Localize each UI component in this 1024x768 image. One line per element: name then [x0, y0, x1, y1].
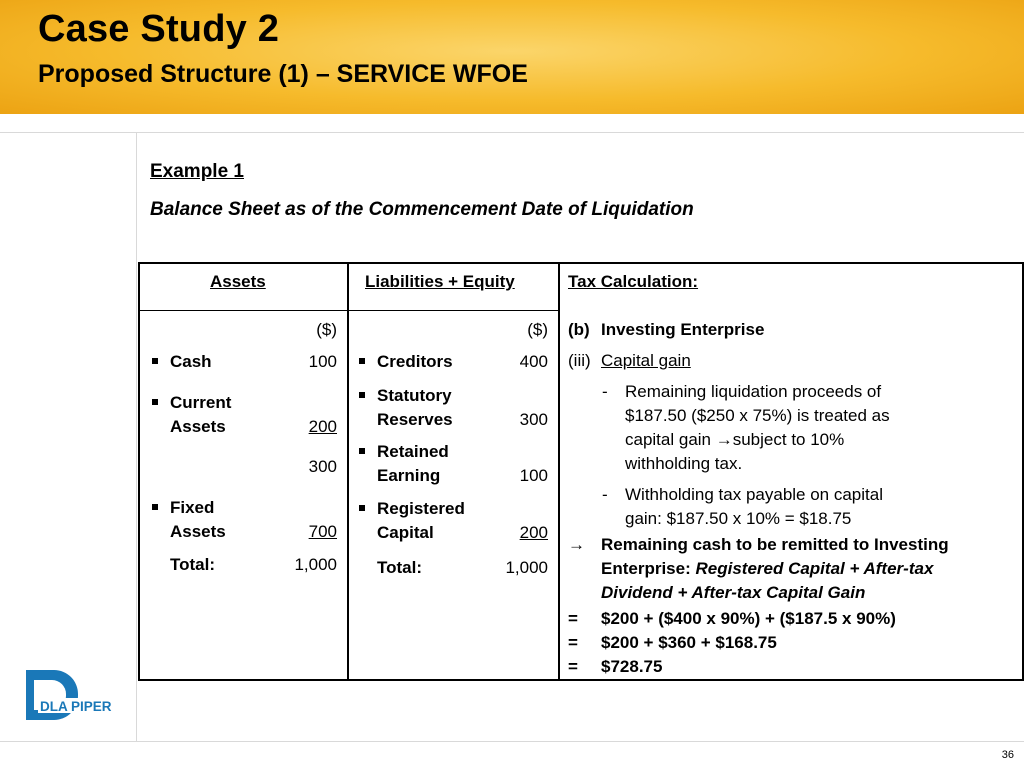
assets-subtotal: 300 [308, 457, 337, 476]
registered-capital-value: 200 [519, 523, 548, 542]
current-assets-label: Assets [170, 417, 226, 436]
proceeds-text: withholding tax. [625, 454, 743, 473]
bullet-square [152, 399, 158, 405]
retained-earning-label: Earning [377, 466, 441, 485]
cash-label: Cash [170, 352, 212, 371]
dla-piper-logo [24, 668, 116, 722]
header-rule [140, 310, 347, 311]
fixed-assets-value: 700 [308, 522, 337, 541]
withholding-text: Withholding tax payable on capital [625, 485, 883, 504]
bullet-square [152, 358, 158, 364]
section-b-marker: (b) [568, 320, 590, 339]
calculation-line-1: $200 + ($400 x 90%) + ($187.5 x 90%) [601, 609, 896, 628]
assets-unit: ($) [316, 320, 337, 339]
creditors-value: 400 [519, 352, 548, 371]
equals-sign: = [568, 609, 578, 628]
retained-earning-label: Retained [377, 442, 449, 461]
slide-subtitle: Proposed Structure (1) – SERVICE WFOE [38, 60, 528, 88]
proceeds-text: $187.50 ($250 x 75%) is treated as [625, 406, 890, 425]
equals-sign: = [568, 657, 578, 676]
balance-sheet-table [138, 262, 1024, 681]
calculation-line-2: $200 + $360 + $168.75 [601, 633, 777, 652]
calculation-result: $728.75 [601, 657, 663, 676]
header-rule [347, 310, 558, 311]
retained-earning-value: 100 [519, 466, 548, 485]
example-heading: Example 1 [150, 161, 244, 182]
bullet-square [359, 392, 365, 398]
cash-value: 100 [308, 352, 337, 371]
registered-capital-label: Capital [377, 523, 434, 542]
statutory-reserves-label: Statutory [377, 386, 452, 405]
remaining-cash-text [601, 557, 933, 581]
left-divider [136, 132, 137, 742]
liabilities-header: Liabilities + Equity [365, 272, 515, 291]
proceeds-text: Remaining liquidation proceeds of [625, 382, 882, 401]
bullet-square [359, 358, 365, 364]
tax-header: Tax Calculation: [568, 272, 699, 291]
liabilities-total-label: Total: [377, 558, 423, 577]
bullet-square [359, 448, 365, 454]
column-rule [347, 264, 349, 679]
assets-total-value: 1,000 [294, 555, 337, 574]
current-assets-label: Current [170, 393, 232, 412]
assets-header: Assets [210, 272, 266, 291]
registered-capital-label: Registered [377, 499, 465, 518]
header-banner [0, 0, 1024, 114]
fixed-assets-label: Assets [170, 522, 226, 541]
creditors-label: Creditors [377, 352, 453, 371]
statutory-reserves-label: Reserves [377, 410, 453, 429]
liabilities-unit: ($) [527, 320, 548, 339]
remaining-cash-plain: Enterprise: [601, 559, 696, 578]
equals-sign: = [568, 633, 578, 652]
top-divider [0, 132, 1024, 133]
withholding-text: gain: $187.50 x 10% = $18.75 [625, 509, 852, 528]
logo-text: DLA PIPER [40, 699, 112, 714]
liabilities-total-value: 1,000 [505, 558, 548, 577]
current-assets-value: 200 [308, 417, 337, 436]
remaining-cash-text: Remaining cash to be remitted to Investing [601, 535, 949, 554]
dash-bullet: - [602, 485, 608, 504]
arrow-icon: → [568, 535, 585, 554]
bullet-square [359, 505, 365, 511]
capital-gain-label: Capital gain [601, 351, 691, 370]
remaining-cash-formula: Dividend + After-tax Capital Gain [601, 583, 866, 602]
section-iii-marker: (iii) [568, 351, 591, 370]
remaining-cash-formula: Registered Capital + After-tax [695, 559, 934, 578]
page-number: 36 [1001, 749, 1014, 761]
investing-enterprise-label: Investing Enterprise [601, 320, 765, 339]
bottom-divider [0, 741, 1024, 742]
fixed-assets-label: Fixed [170, 498, 215, 517]
column-rule [558, 264, 560, 679]
example-caption: Balance Sheet as of the Commencement Date of Liquidation [150, 199, 694, 220]
bullet-square [152, 504, 158, 510]
assets-total-label: Total: [170, 555, 216, 574]
slide-title: Case Study 2 [38, 8, 280, 50]
dash-bullet: - [602, 382, 608, 401]
proceeds-text: capital gain →subject to 10% [625, 430, 845, 449]
statutory-reserves-value: 300 [519, 410, 548, 429]
